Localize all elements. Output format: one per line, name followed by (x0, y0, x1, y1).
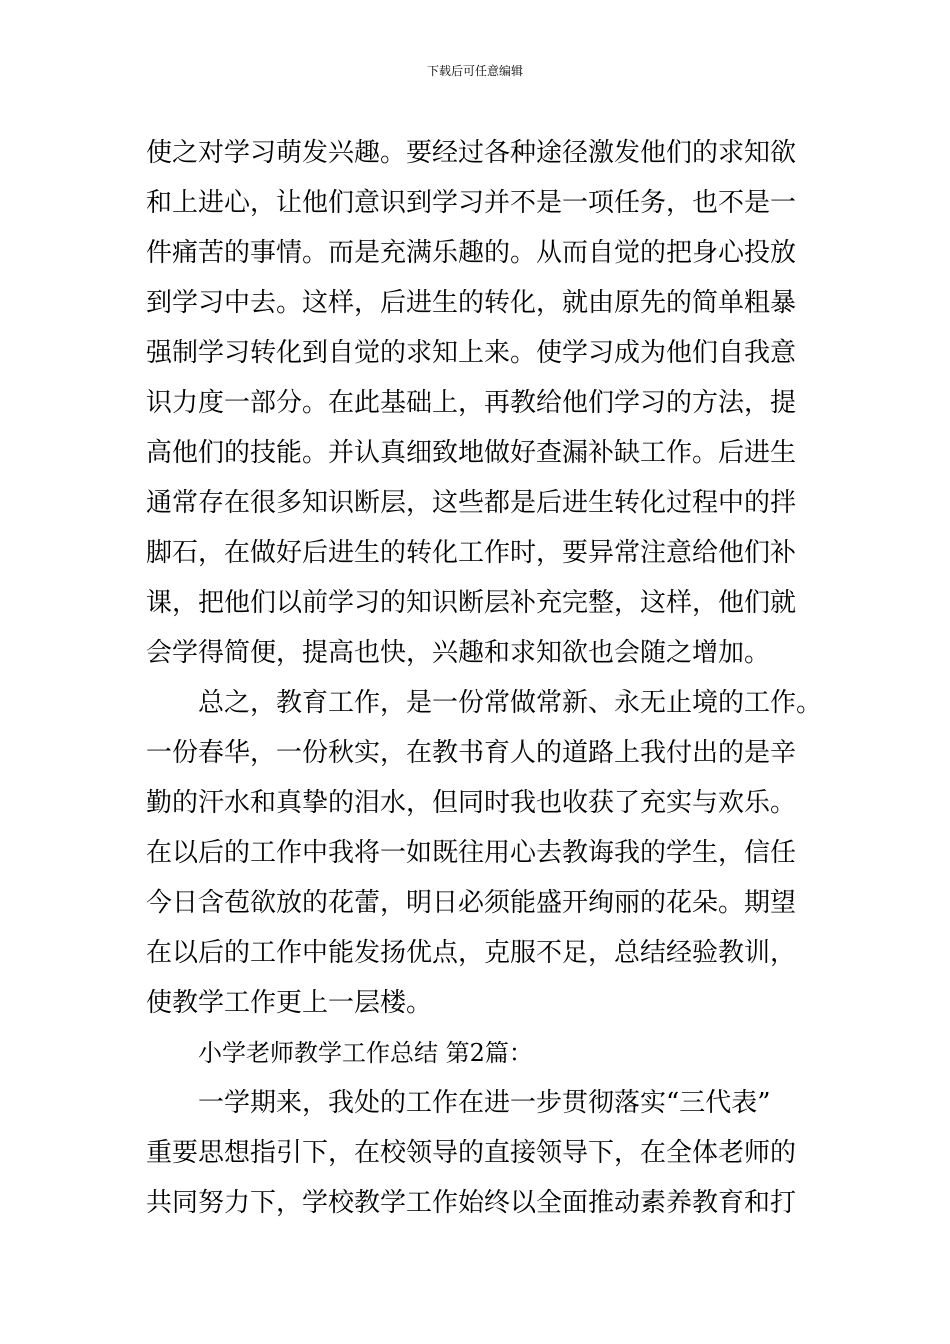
text-line: 件痛苦的事情。而是充满乐趣的。从而自觉的把身心投放 (146, 238, 797, 268)
text-line: 今日含苞欲放的花蕾，明日必须能盛开绚丽的花朵。期望 (146, 888, 797, 918)
text-line: 重要思想指引下，在校领导的直接领导下，在全体老师的 (146, 1138, 797, 1168)
text-line: 脚石，在做好后进生的转化工作时，要异常注意给他们补 (146, 538, 797, 568)
text-line: 高他们的技能。并认真细致地做好查漏补缺工作。后进生 (146, 438, 797, 468)
text-line: 会学得简便，提高也快，兴趣和求知欲也会随之增加。 (146, 638, 771, 668)
text-line: 到学习中去。这样，后进生的转化，就由原先的简单粗暴 (146, 288, 797, 318)
document-body (146, 128, 826, 1228)
section-heading: 小学老师教学工作总结 第2篇： (198, 1039, 533, 1067)
text-line: 一份春华，一份秋实，在教书育人的道路上我付出的是辛 (146, 738, 797, 768)
text-line: 勤的汗水和真挚的泪水，但同时我也收获了充实与欢乐。 (146, 788, 797, 818)
paragraph-start-line: 一学期来，我处的工作在进一步贯彻落实“三代表” (198, 1088, 771, 1118)
text-line: 使之对学习萌发兴趣。要经过各种途径激发他们的求知欲 (146, 138, 797, 168)
text-line: 在以后的工作中能发扬优点，克服不足，总结经验教训， (146, 938, 797, 968)
page-header: 下载后可任意编辑 (426, 64, 523, 78)
text-line: 通常存在很多知识断层，这些都是后进生转化过程中的拌 (146, 488, 797, 518)
text-line: 和上进心，让他们意识到学习并不是一项任务，也不是一 (146, 188, 797, 218)
text-line: 识力度一部分。在此基础上，再教给他们学习的方法，提 (146, 388, 797, 418)
text-line: 强制学习转化到自觉的求知上来。使学习成为他们自我意 (146, 338, 797, 368)
paragraph-start-line: 总之，教育工作，是一份常做常新、永无止境的工作。 (198, 688, 823, 718)
text-line: 共同努力下，学校教学工作始终以全面推动素养教育和打 (146, 1188, 797, 1218)
text-line: 使教学工作更上一层楼。 (146, 988, 433, 1018)
text-line: 在以后的工作中我将一如既往用心去教诲我的学生，信任 (146, 838, 797, 868)
text-line: 课，把他们以前学习的知识断层补充完整，这样，他们就 (146, 588, 797, 618)
